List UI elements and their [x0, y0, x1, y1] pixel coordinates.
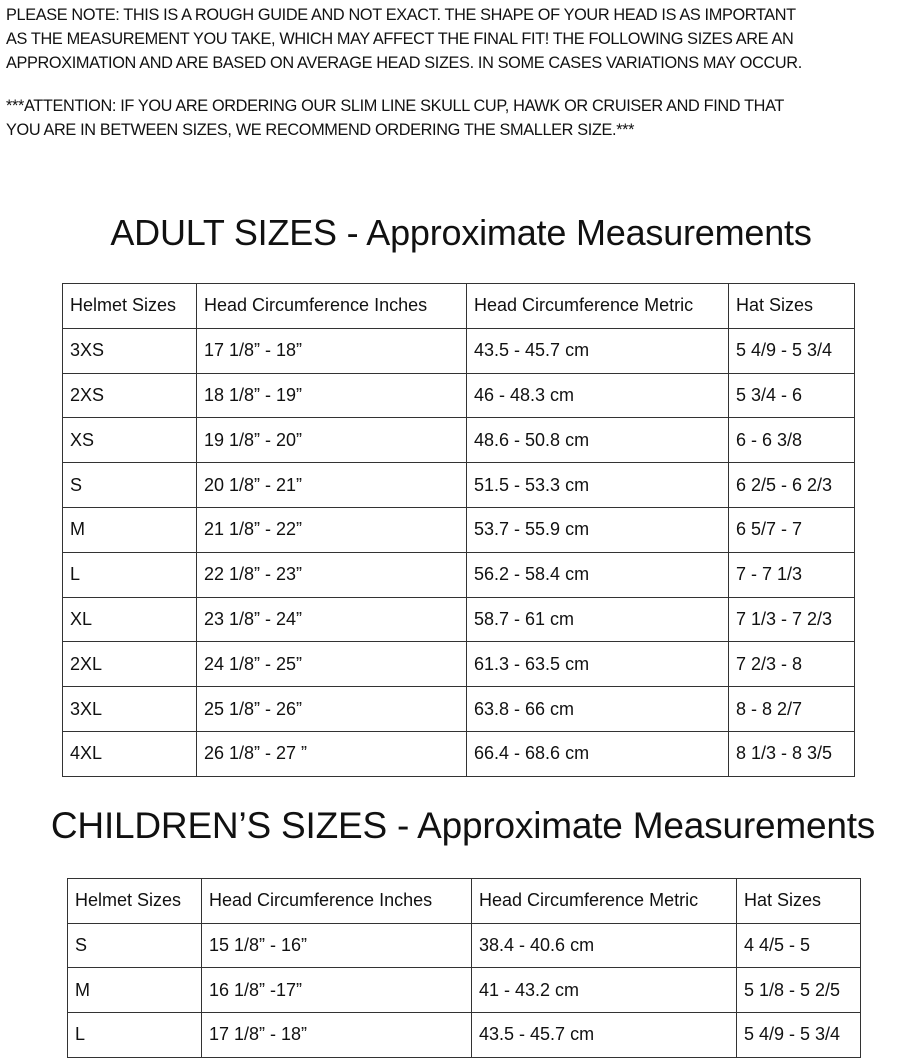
helmet-size-cell: 2XL [63, 642, 197, 687]
helmet-size-cell: 2XS [63, 373, 197, 418]
inches-cell: 19 1/8” - 20” [197, 418, 467, 463]
disclaimer-line: PLEASE NOTE: THIS IS A ROUGH GUIDE AND NOT EXACT. THE SHAPE OF YOUR HEAD IS AS IMPORTANT [6, 6, 796, 24]
table-row [68, 923, 861, 968]
metric-cell: 51.5 - 53.3 cm [467, 463, 729, 508]
children-size-table [67, 878, 861, 1058]
adult-sizes-heading: ADULT SIZES - Approximate Measurements [110, 212, 812, 253]
hat-size-cell: 4 4/5 - 5 [737, 923, 861, 968]
helmet-size-cell: 3XS [63, 328, 197, 373]
inches-cell: 22 1/8” - 23” [197, 552, 467, 597]
table-row [63, 597, 855, 642]
inches-cell: 20 1/8” - 21” [197, 463, 467, 508]
table-row [63, 552, 855, 597]
hat-size-cell: 6 5/7 - 7 [729, 507, 855, 552]
metric-cell: 58.7 - 61 cm [467, 597, 729, 642]
metric-cell: 43.5 - 45.7 cm [472, 1013, 737, 1058]
table-row [63, 418, 855, 463]
table-row [63, 642, 855, 687]
adult-size-table [62, 283, 855, 777]
helmet-size-cell: XS [63, 418, 197, 463]
inches-cell: 23 1/8” - 24” [197, 597, 467, 642]
hat-size-cell: 5 4/9 - 5 3/4 [729, 328, 855, 373]
inches-cell: 18 1/8” - 19” [197, 373, 467, 418]
helmet-size-cell: 3XL [63, 687, 197, 732]
hat-size-cell: 8 - 8 2/7 [729, 687, 855, 732]
table-row [68, 968, 861, 1013]
hat-size-cell: 5 4/9 - 5 3/4 [737, 1013, 861, 1058]
inches-cell: 15 1/8” - 16” [202, 923, 472, 968]
metric-cell: 41 - 43.2 cm [472, 968, 737, 1013]
inches-cell: 25 1/8” - 26” [197, 687, 467, 732]
inches-cell: 16 1/8” -17” [202, 968, 472, 1013]
helmet-size-cell: L [68, 1013, 202, 1058]
metric-cell: 63.8 - 66 cm [467, 687, 729, 732]
children-sizes-heading: CHILDREN’S SIZES - Approximate Measurements [50, 805, 876, 846]
metric-cell: 56.2 - 58.4 cm [467, 552, 729, 597]
attention-line: YOU ARE IN BETWEEN SIZES, WE RECOMMEND ORDERING THE SMALLER SIZE.*** [6, 121, 635, 139]
hat-size-cell: 5 1/8 - 5 2/5 [737, 968, 861, 1013]
hat-size-cell: 6 - 6 3/8 [729, 418, 855, 463]
disclaimer-line: APPROXIMATION AND ARE BASED ON AVERAGE HEAD SIZES. IN SOME CASES VARIATIONS MAY OCCUR. [6, 54, 802, 72]
inches-cell: 26 1/8” - 27 ” [197, 731, 467, 776]
column-header-hat-sizes: Hat Sizes [729, 284, 855, 329]
hat-size-cell: 7 1/3 - 7 2/3 [729, 597, 855, 642]
metric-cell: 43.5 - 45.7 cm [467, 328, 729, 373]
table-header-row [63, 284, 855, 329]
column-header-inches: Head Circumference Inches [197, 284, 467, 329]
metric-cell: 61.3 - 63.5 cm [467, 642, 729, 687]
hat-size-cell: 7 2/3 - 8 [729, 642, 855, 687]
table-row [63, 373, 855, 418]
column-header-hat-sizes: Hat Sizes [737, 879, 861, 924]
table-row [63, 328, 855, 373]
table-row [63, 687, 855, 732]
column-header-metric: Head Circumference Metric [467, 284, 729, 329]
hat-size-cell: 6 2/5 - 6 2/3 [729, 463, 855, 508]
helmet-size-cell: M [68, 968, 202, 1013]
inches-cell: 24 1/8” - 25” [197, 642, 467, 687]
hat-size-cell: 7 - 7 1/3 [729, 552, 855, 597]
helmet-size-cell: 4XL [63, 731, 197, 776]
helmet-size-cell: S [68, 923, 202, 968]
metric-cell: 66.4 - 68.6 cm [467, 731, 729, 776]
table-row [63, 507, 855, 552]
hat-size-cell: 5 3/4 - 6 [729, 373, 855, 418]
helmet-size-cell: L [63, 552, 197, 597]
inches-cell: 17 1/8” - 18” [202, 1013, 472, 1058]
table-header-row [68, 879, 861, 924]
attention-notice [6, 94, 911, 142]
hat-size-cell: 8 1/3 - 8 3/5 [729, 731, 855, 776]
table-row [63, 463, 855, 508]
metric-cell: 46 - 48.3 cm [467, 373, 729, 418]
column-header-helmet-sizes: Helmet Sizes [68, 879, 202, 924]
fit-disclaimer [6, 3, 911, 75]
column-header-helmet-sizes: Helmet Sizes [63, 284, 197, 329]
column-header-inches: Head Circumference Inches [202, 879, 472, 924]
helmet-size-cell: S [63, 463, 197, 508]
helmet-size-cell: M [63, 507, 197, 552]
inches-cell: 21 1/8” - 22” [197, 507, 467, 552]
helmet-size-cell: XL [63, 597, 197, 642]
inches-cell: 17 1/8” - 18” [197, 328, 467, 373]
metric-cell: 38.4 - 40.6 cm [472, 923, 737, 968]
metric-cell: 53.7 - 55.9 cm [467, 507, 729, 552]
metric-cell: 48.6 - 50.8 cm [467, 418, 729, 463]
table-row [68, 1013, 861, 1058]
column-header-metric: Head Circumference Metric [472, 879, 737, 924]
disclaimer-line: AS THE MEASUREMENT YOU TAKE, WHICH MAY AFFECT THE FINAL FIT! THE FOLLOWING SIZES ARE AN [6, 30, 794, 48]
table-row [63, 731, 855, 776]
attention-line: ***ATTENTION: IF YOU ARE ORDERING OUR SLIM LINE SKULL CUP, HAWK OR CRUISER AND FIND THAT [6, 97, 784, 115]
